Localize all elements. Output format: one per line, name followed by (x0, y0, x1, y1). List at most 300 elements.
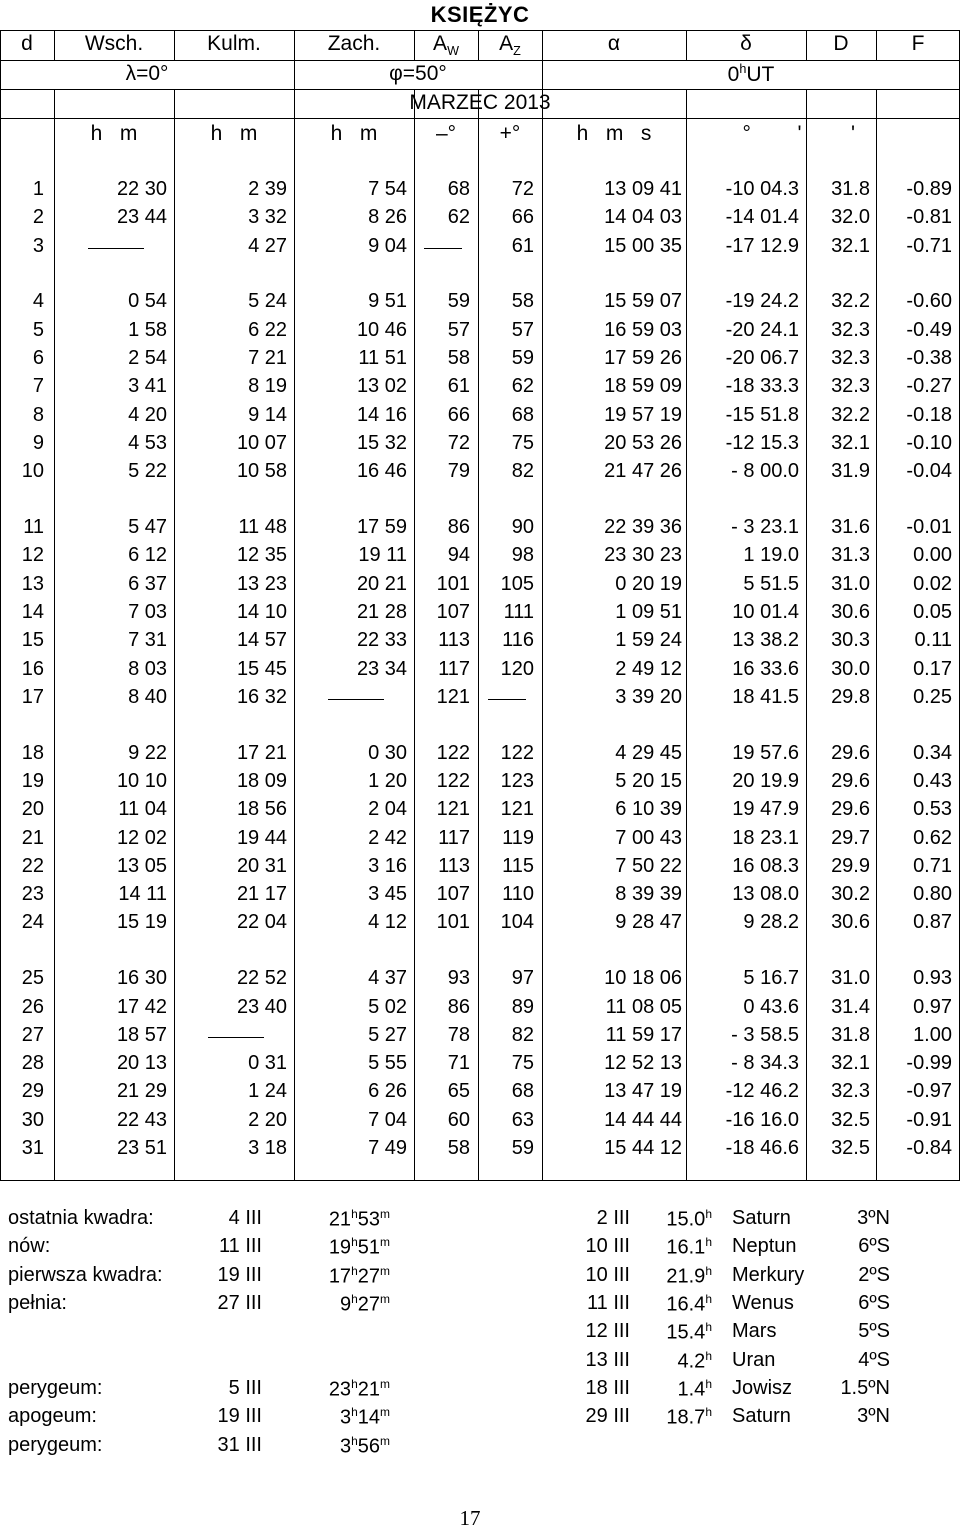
cell-culmination: 14 57 (236, 629, 287, 652)
conjunction-distance: 1.5ºN (840, 1376, 890, 1399)
phase-date: 19 III (217, 1263, 262, 1286)
cell-rise: 13 05 (116, 854, 167, 877)
cell-alpha: 4 29 45 (615, 741, 682, 764)
cell-culmination: 19 44 (236, 826, 287, 849)
cell-rise: 7 31 (128, 629, 167, 652)
table-bottom-border (0, 1180, 960, 1181)
conjunction-time: 16.4$^h$ (666, 1291, 712, 1316)
cell-rise: 4 53 (128, 431, 167, 454)
cell-azimuth-z: 119 (502, 826, 534, 849)
cell-D: 32.3 (831, 375, 870, 398)
cell-rise: 23 44 (116, 206, 167, 229)
cell-day: 2 (32, 206, 44, 229)
cell-azimuth-w: 59 (447, 290, 470, 313)
cell-day: 30 (21, 1108, 44, 1131)
cell-F: 0.00 (913, 544, 952, 567)
cell-set: 5 55 (368, 1052, 407, 1075)
cell-D: 31.3 (831, 544, 870, 567)
cell-alpha: 9 28 47 (615, 911, 682, 934)
conjunction-distance: 6ºS (858, 1235, 890, 1258)
cell-culmination: 0 31 (248, 1052, 287, 1075)
cell-D: 31.0 (831, 967, 870, 990)
cell-set: 16 46 (356, 460, 407, 483)
cell-set: 7 49 (368, 1137, 407, 1159)
unit-rise: h m (90, 122, 138, 145)
header-divider (0, 89, 960, 90)
apsis-date: 31 III (217, 1433, 262, 1456)
cell-azimuth-z: 75 (511, 431, 534, 454)
cell-azimuth-z: 82 (511, 460, 534, 483)
cell-azimuth-z: 68 (511, 1080, 534, 1103)
cell-set: 6 26 (368, 1080, 407, 1103)
cell-F: -0.71 (906, 234, 952, 257)
cell-F: -0.81 (906, 206, 952, 229)
cell-alpha: 23 30 23 (604, 544, 682, 567)
cell-azimuth-w: 72 (447, 431, 470, 454)
cell-set: 5 27 (368, 1023, 407, 1046)
cell-delta: -18 33.3 (725, 375, 799, 398)
cell-F: 0.25 (913, 685, 952, 708)
cell-rise: 2 54 (128, 347, 167, 369)
cell-delta: 0 43.6 (743, 995, 799, 1018)
cell-set: 17 59 (356, 516, 407, 538)
cell-rise: 23 51 (116, 1137, 167, 1159)
phase-date: 4 III (228, 1207, 262, 1229)
cell-culmination: 11 48 (238, 516, 287, 538)
phase-label: ostatnia kwadra: (8, 1207, 154, 1229)
cell-culmination: 15 45 (236, 657, 287, 680)
conjunction-planet: Saturn (732, 1207, 791, 1229)
cell-day: 18 (21, 741, 44, 764)
cell-alpha: 15 59 07 (604, 290, 682, 313)
cell-azimuth-w: 101 (436, 572, 470, 595)
cell-day: 27 (21, 1023, 44, 1046)
cell-set: 19 11 (358, 544, 407, 567)
cell-day: 19 (21, 769, 44, 792)
cell-rise: 8 40 (128, 685, 167, 708)
cell-F: -0.04 (906, 460, 952, 483)
cell-set-dash (328, 699, 384, 700)
cell-culmination: 22 04 (236, 911, 287, 934)
cell-F: 0.97 (913, 995, 952, 1018)
cell-alpha: 5 20 15 (615, 769, 682, 792)
cell-azimuth-w: 107 (436, 883, 470, 906)
phase-time: 9$^h$27$^m$ (339, 1291, 390, 1316)
phase-label: nów: (8, 1235, 51, 1258)
cell-azimuth-w: 65 (447, 1080, 470, 1103)
cell-culmination: 3 32 (248, 206, 287, 229)
cell-culmination: 6 22 (248, 318, 287, 341)
cell-azimuth-z: 116 (502, 629, 534, 652)
cell-delta: -19 24.2 (725, 290, 799, 313)
conjunction-planet: Jowisz (732, 1376, 793, 1399)
cell-day: 25 (21, 967, 44, 990)
cell-F: 0.93 (913, 967, 952, 990)
conjunction-date: 10 III (585, 1263, 630, 1286)
cell-culmination: 3 18 (248, 1137, 287, 1159)
cell-F: -0.89 (906, 178, 952, 200)
cell-F: -0.01 (906, 516, 952, 538)
conjunction-distance: 5ºS (858, 1320, 890, 1343)
cell-delta: 19 47.9 (732, 798, 799, 821)
conjunction-date: 10 III (585, 1235, 630, 1258)
cell-azimuth-w: 122 (436, 741, 470, 764)
cell-delta: - 3 58.5 (731, 1023, 799, 1046)
cell-F: 0.34 (913, 741, 952, 764)
cell-delta: -17 12.9 (725, 234, 799, 257)
cell-azimuth-w: 86 (447, 995, 470, 1018)
cell-F: -0.38 (906, 347, 952, 369)
apsis-label: apogeum: (8, 1405, 97, 1428)
apsis-label: perygeum: (8, 1377, 103, 1399)
cell-rise: 6 12 (128, 544, 167, 567)
cell-F: -0.49 (906, 318, 952, 341)
cell-azimuth-w: 101 (436, 911, 470, 934)
cell-F: -0.10 (906, 431, 952, 454)
cell-rise: 5 22 (128, 460, 167, 483)
col-header-d: d (21, 32, 33, 55)
apsis-time: 3$^h$14$^m$ (339, 1405, 390, 1429)
cell-D: 32.2 (831, 290, 870, 313)
conjunction-distance: 4ºS (858, 1348, 890, 1371)
cell-D: 32.2 (831, 403, 870, 426)
conjunction-time: 18.7$^h$ (666, 1405, 712, 1429)
conjunction-date: 2 III (596, 1207, 630, 1229)
cell-day: 16 (21, 657, 44, 680)
cell-D: 29.8 (831, 685, 870, 708)
cell-culmination: 2 20 (248, 1108, 287, 1131)
cell-azimuth-z: 111 (503, 600, 534, 623)
cell-D: 32.1 (831, 1052, 870, 1075)
cell-day: 8 (32, 403, 44, 426)
cell-azimuth-z: 72 (511, 178, 534, 200)
cell-azimuth-z: 75 (511, 1052, 534, 1075)
cell-day: 4 (32, 290, 44, 313)
cell-day: 5 (32, 318, 44, 341)
cell-rise: 6 37 (128, 572, 167, 595)
col-header-rise: Wsch. (84, 32, 144, 55)
cell-day: 7 (32, 375, 44, 398)
cell-azimuth-z: 63 (511, 1108, 534, 1131)
cell-rise: 22 43 (116, 1108, 167, 1131)
cell-alpha: 20 53 26 (604, 431, 682, 454)
cell-D: 32.3 (831, 318, 870, 341)
cell-rise: 8 03 (128, 657, 167, 680)
cell-delta: 18 41.5 (732, 685, 799, 708)
cell-delta: - 3 23.1 (731, 516, 799, 538)
cell-day: 31 (21, 1137, 44, 1159)
cell-set: 13 02 (356, 375, 407, 398)
cell-set: 1 20 (368, 769, 407, 792)
cell-F: -0.60 (906, 290, 952, 313)
cell-azimuth-z: 68 (511, 403, 534, 426)
cell-set: 3 45 (368, 883, 407, 906)
cell-F: -0.18 (906, 403, 952, 426)
page-number: 17 (459, 1506, 481, 1530)
cell-day: 23 (21, 883, 44, 906)
cell-alpha: 1 59 24 (615, 629, 682, 652)
cell-day: 20 (21, 798, 44, 821)
conjunction-distance: 3ºN (857, 1405, 890, 1428)
cell-delta: 10 01.4 (732, 600, 799, 623)
cell-delta: 18 23.1 (732, 826, 799, 849)
cell-set: 21 28 (356, 600, 407, 623)
cell-alpha: 8 39 39 (615, 883, 682, 906)
conjunction-date: 29 III (585, 1405, 630, 1428)
cell-delta: - 8 34.3 (731, 1052, 799, 1075)
cell-culmination: 10 58 (236, 460, 287, 483)
col-header-culmination: Kulm. (207, 32, 261, 55)
apsis-label: perygeum: (8, 1433, 103, 1456)
cell-rise: 16 30 (116, 967, 167, 990)
cell-culmination: 20 31 (236, 854, 287, 877)
cell-D: 30.0 (831, 657, 870, 680)
cell-alpha: 21 47 26 (604, 460, 682, 483)
cell-set: 11 51 (358, 347, 407, 369)
cell-azimuth-w: 71 (447, 1052, 470, 1075)
phase-time: 21$^h$53$^m$ (328, 1207, 390, 1231)
cell-alpha: 18 59 09 (604, 375, 682, 398)
cell-azimuth-z: 61 (511, 234, 534, 257)
cell-azimuth-w: 107 (436, 600, 470, 623)
cell-azimuth-w: 113 (438, 854, 470, 877)
cell-day: 24 (21, 911, 44, 934)
cell-F: 0.11 (914, 629, 952, 652)
cell-set: 14 16 (356, 403, 407, 426)
cell-F: -0.84 (906, 1137, 952, 1159)
cell-alpha: 15 44 12 (604, 1137, 682, 1159)
cell-F: 1.00 (913, 1023, 952, 1046)
conjunction-date: 13 III (585, 1348, 630, 1371)
cell-alpha: 12 52 13 (604, 1052, 682, 1075)
conjunction-date: 11 III (587, 1291, 630, 1314)
cell-culmination: 8 19 (248, 375, 287, 398)
cell-F: 0.62 (913, 826, 952, 849)
cell-D: 30.3 (831, 629, 870, 652)
phase-label: pierwsza kwadra: (8, 1263, 163, 1286)
cell-day: 29 (21, 1080, 44, 1103)
cell-delta: -12 46.2 (725, 1080, 799, 1103)
conjunction-distance: 3ºN (857, 1207, 890, 1229)
cell-set: 22 33 (356, 629, 407, 652)
cell-rise: 7 03 (128, 600, 167, 623)
cell-set: 10 46 (356, 318, 407, 341)
cell-azimuth-z: 58 (511, 290, 534, 313)
cell-azimuth-z: 120 (500, 657, 534, 680)
cell-azimuth-z: 123 (500, 769, 534, 792)
col-header-alpha: α (607, 32, 621, 55)
cell-azimuth-z: 104 (500, 911, 534, 934)
phase-label: pełnia: (8, 1291, 67, 1314)
cell-rise: 12 02 (116, 826, 167, 849)
cell-azimuth-w: 62 (447, 206, 470, 229)
cell-F: 0.80 (913, 883, 952, 906)
cell-alpha: 16 59 03 (604, 318, 682, 341)
cell-F: 0.87 (913, 911, 952, 934)
cell-alpha: 6 10 39 (615, 798, 682, 821)
cell-azimuth-w: 60 (447, 1108, 470, 1131)
cell-D: 32.5 (831, 1108, 870, 1131)
unit-alpha: h m s (576, 122, 652, 145)
apsis-time: 3$^h$56$^m$ (339, 1433, 390, 1458)
cell-culmination: 5 24 (248, 290, 287, 313)
cell-azimuth-w: 66 (447, 403, 470, 426)
cell-D: 31.0 (831, 572, 870, 595)
cell-set: 9 04 (368, 234, 407, 257)
conjunction-time: 15.0$^h$ (666, 1207, 712, 1231)
cell-culmination: 4 27 (248, 234, 287, 257)
cell-delta: 9 28.2 (743, 911, 799, 934)
cell-culmination: 7 21 (248, 347, 287, 369)
cell-culmination: 14 10 (236, 600, 287, 623)
cell-D: 31.8 (831, 1023, 870, 1046)
cell-azimuth-w: 86 (447, 516, 470, 538)
time-ut-label: 0$^h$UT (727, 62, 775, 86)
cell-set: 23 34 (356, 657, 407, 680)
cell-alpha: 14 04 03 (604, 206, 682, 229)
cell-culmination: 1 24 (248, 1080, 287, 1103)
unit-azimuth-w: –° (435, 122, 457, 145)
conjunction-time: 15.4$^h$ (666, 1320, 712, 1344)
cell-rise: 21 29 (116, 1080, 167, 1103)
cell-delta: -14 01.4 (725, 206, 799, 229)
cell-day: 15 (21, 629, 44, 652)
cell-alpha: 14 44 44 (604, 1108, 682, 1131)
phase-time: 17$^h$27$^m$ (328, 1263, 390, 1288)
cell-delta: -20 24.1 (725, 318, 799, 341)
cell-set: 7 54 (368, 178, 407, 200)
cell-culmination: 21 17 (236, 883, 287, 906)
cell-F: 0.02 (913, 572, 952, 595)
cell-alpha: 10 18 06 (604, 967, 682, 990)
cell-D: 32.3 (831, 1080, 870, 1103)
cell-delta: 13 38.2 (732, 629, 799, 652)
cell-azimuth-z: 110 (502, 883, 534, 906)
cell-delta: -12 15.3 (725, 431, 799, 454)
cell-culmination: 22 52 (236, 967, 287, 990)
longitude-label: λ=0° (125, 62, 169, 85)
cell-D: 30.6 (831, 911, 870, 934)
cell-azimuth-z: 82 (511, 1023, 534, 1046)
cell-set: 3 16 (368, 854, 407, 877)
cell-alpha: 19 57 19 (604, 403, 682, 426)
cell-D: 29.6 (831, 798, 870, 821)
cell-culmination: 12 35 (236, 544, 287, 567)
unit-delta: ° ' (742, 122, 802, 145)
cell-azimuth-w-dash (424, 248, 462, 249)
cell-F: 0.17 (913, 657, 952, 680)
cell-azimuth-w: 68 (447, 178, 470, 200)
cell-D: 32.1 (831, 431, 870, 454)
cell-day: 12 (21, 544, 44, 567)
cell-day: 10 (21, 460, 44, 483)
cell-set: 8 26 (368, 206, 407, 229)
conjunction-time: 4.2$^h$ (677, 1348, 712, 1373)
cell-alpha: 17 59 26 (604, 347, 682, 369)
cell-day: 13 (21, 572, 44, 595)
cell-set: 0 30 (368, 741, 407, 764)
conjunction-planet: Uran (732, 1348, 776, 1371)
cell-rise: 9 22 (128, 741, 167, 764)
cell-culmination: 9 14 (248, 403, 287, 426)
unit-set: h m (330, 122, 378, 145)
cell-alpha: 1 09 51 (615, 600, 682, 623)
cell-culmination: 10 07 (236, 431, 287, 454)
cell-day: 26 (21, 995, 44, 1018)
col-header-azimuth-w: $A_W$ (433, 32, 459, 59)
apsis-date: 19 III (217, 1405, 262, 1428)
conjunction-planet: Wenus (732, 1291, 794, 1314)
cell-set: 4 37 (368, 967, 407, 990)
cell-delta: 16 08.3 (732, 854, 799, 877)
cell-D: 31.6 (831, 516, 870, 538)
cell-rise: 0 54 (128, 290, 167, 313)
cell-azimuth-z: 121 (500, 798, 534, 821)
cell-alpha: 3 39 20 (615, 685, 682, 708)
cell-azimuth-w: 57 (447, 318, 470, 341)
cell-azimuth-z: 66 (511, 206, 534, 229)
cell-D: 31.8 (831, 178, 870, 200)
cell-alpha: 0 20 19 (615, 572, 682, 595)
cell-azimuth-w: 117 (438, 826, 470, 849)
cell-rise: 18 57 (116, 1023, 167, 1046)
cell-azimuth-w: 93 (447, 967, 470, 990)
cell-delta: 5 51.5 (743, 572, 799, 595)
cell-delta: 5 16.7 (743, 967, 799, 990)
cell-D: 32.0 (831, 206, 870, 229)
cell-F: -0.91 (906, 1108, 952, 1131)
cell-day: 14 (21, 600, 44, 623)
cell-azimuth-w: 79 (447, 460, 470, 483)
cell-rise: 1 58 (128, 318, 167, 341)
cell-D: 32.5 (831, 1137, 870, 1159)
cell-F: -0.27 (906, 375, 952, 398)
apsis-time: 23$^h$21$^m$ (328, 1377, 390, 1401)
conjunction-date: 12 III (585, 1320, 630, 1343)
cell-set: 15 32 (356, 431, 407, 454)
cell-rise: 3 41 (128, 375, 167, 398)
cell-rise: 17 42 (116, 995, 167, 1018)
cell-day: 6 (32, 347, 44, 369)
cell-set: 5 02 (368, 995, 407, 1018)
cell-F: -0.99 (906, 1052, 952, 1075)
cell-day: 11 (23, 516, 44, 538)
phase-date: 11 III (219, 1235, 262, 1258)
cell-day: 28 (21, 1052, 44, 1075)
cell-azimuth-w: 113 (438, 629, 470, 652)
cell-delta: - 8 00.0 (731, 460, 799, 483)
cell-rise-dash (88, 248, 144, 249)
unit-culmination: h m (210, 122, 258, 145)
cell-set: 20 21 (356, 572, 407, 595)
cell-azimuth-w: 121 (436, 685, 470, 708)
page-title: KSIĘŻYC (430, 2, 530, 27)
phase-date: 27 III (217, 1291, 262, 1314)
cell-azimuth-z: 59 (511, 347, 534, 369)
cell-azimuth-w: 58 (447, 1137, 470, 1159)
cell-F: -0.97 (906, 1080, 952, 1103)
table-top-border (0, 30, 960, 31)
col-header-azimuth-z: $A_Z$ (499, 32, 521, 59)
cell-day: 22 (21, 854, 44, 877)
cell-azimuth-z: 105 (500, 572, 534, 595)
cell-culmination: 17 21 (236, 741, 287, 764)
cell-D: 30.6 (831, 600, 870, 623)
cell-D: 32.1 (831, 234, 870, 257)
cell-F: 0.05 (913, 600, 952, 623)
header-divider (0, 118, 960, 119)
cell-azimuth-w: 78 (447, 1023, 470, 1046)
